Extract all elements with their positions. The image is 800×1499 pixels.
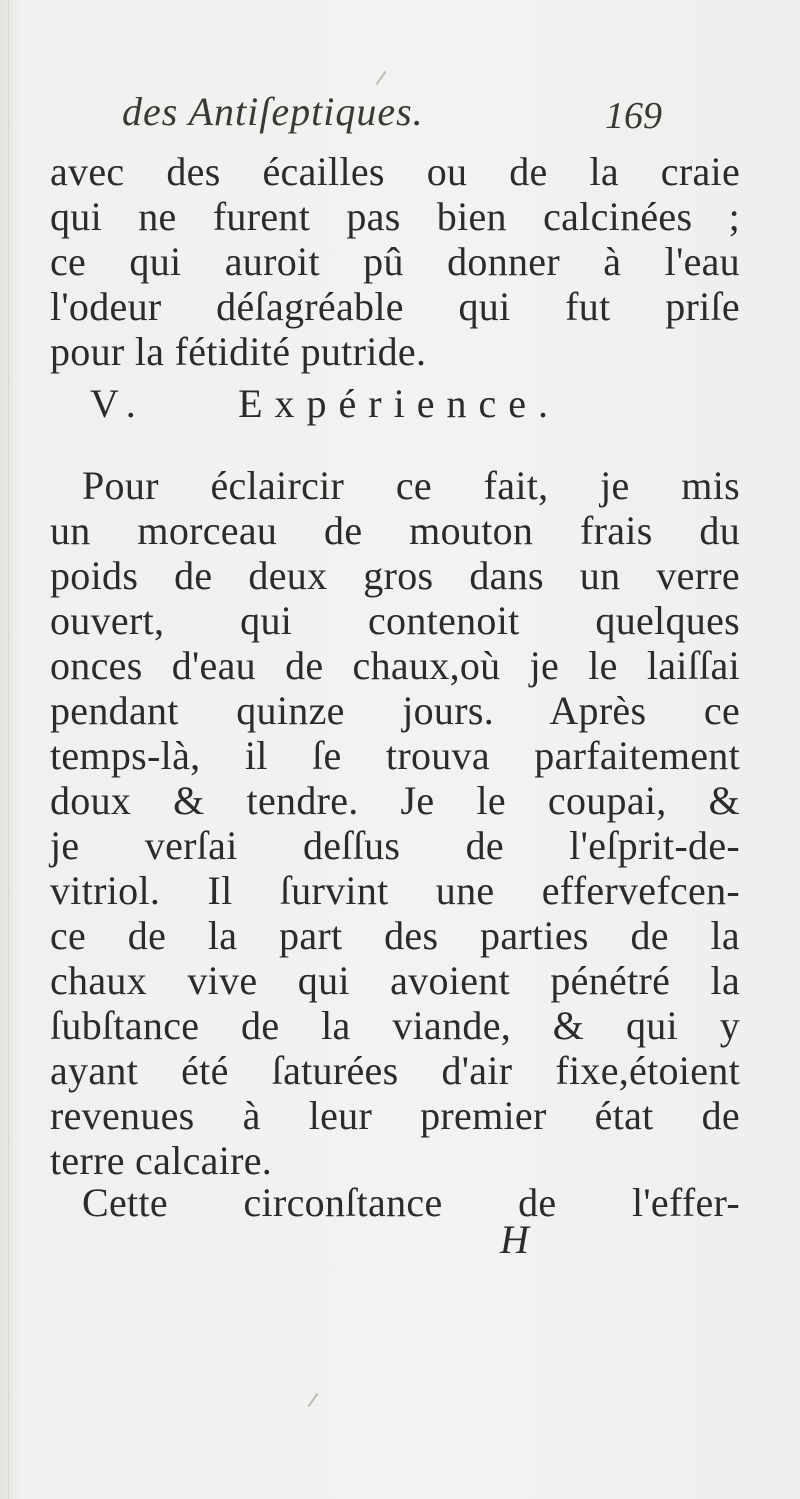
running-title: des Antiſeptiques. [122,89,424,134]
text-line: terre calcaire. [50,1138,273,1183]
text-line: avec des écailles ou de la craie [50,149,740,194]
text-line: onces d'eau de chaux,où je le laiſſai [50,643,740,688]
text-line: qui ne furent pas bien calcinées ; [50,194,740,239]
text-line: un morceau de mouton frais du [50,508,740,553]
paper-speck [376,71,387,85]
text-line: ce de la part des parties de la [50,913,740,958]
text-line: ayant été ſaturées d'air fixe,étoient [50,1048,740,1093]
text-line: Pour éclaircir ce fait, je mis [82,463,740,508]
paper-speck [308,1393,319,1407]
section-heading: V. Expérience. [90,381,560,426]
text-line: chaux vive qui avoient pénétré la [50,958,740,1003]
text-line: pour la fétidité putride. [50,329,427,374]
text-line: Cette circonſtance de l'effer- [82,1180,740,1225]
signature-mark: H [500,1217,529,1262]
text-line: temps-là, il ſe trouva parfaitement [50,733,740,778]
text-line: doux & tendre. Je le coupai, & [50,778,740,823]
running-head [122,88,662,138]
text-line: pendant quinze jours. Après ce [50,688,740,733]
page-number: 169 [605,95,662,137]
text-line: ſubſtance de la viande, & qui y [50,1003,740,1048]
text-line: l'odeur déſagréable qui fut priſe [50,284,740,329]
text-line: vitriol. Il ſurvint une effervefcen- [50,868,740,913]
text-line: je verſai deſſus de l'eſprit-de- [50,823,740,868]
text-line: poids de deux gros dans un verre [50,553,740,598]
text-line: ce qui auroit pû donner à l'eau [50,239,740,284]
text-line: ouvert, qui contenoit quelques [50,598,740,643]
page-gutter [8,0,9,1499]
text-line: revenues à leur premier état de [50,1093,740,1138]
